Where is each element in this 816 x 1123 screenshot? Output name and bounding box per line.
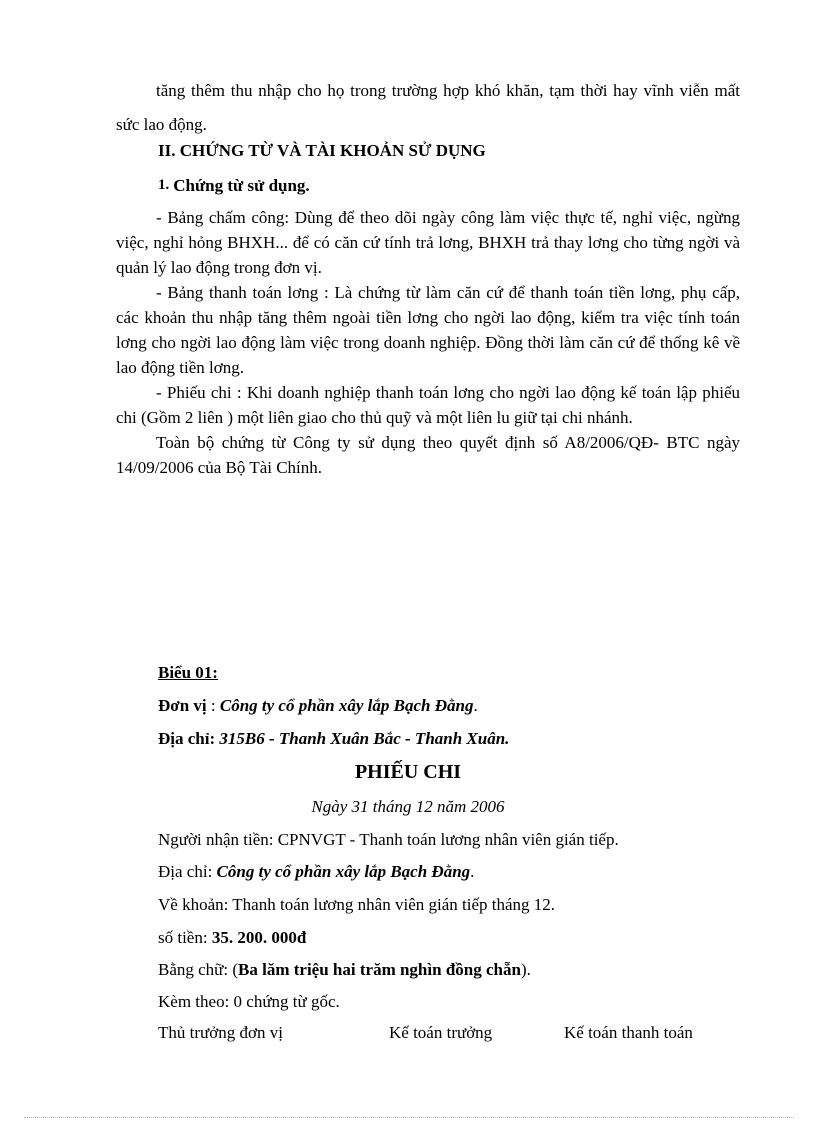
- address-line: [158, 729, 509, 749]
- signature-chief-accountant: Kế toán trưởng: [389, 1023, 493, 1042]
- unit-label: Đơn vị: [158, 696, 207, 715]
- form-title: PHIẾU CHI: [354, 761, 462, 783]
- signature-director: Thủ trưởng đơn vị: [158, 1023, 283, 1042]
- amount-line: [158, 928, 306, 948]
- intro-paragraph: tăng thêm thu nhập cho họ trong trường hợp khó khăn, tạm thời hay vĩnh viễn mất sức lao động.: [116, 81, 740, 134]
- paragraph-bang-thanh-toan-luong: - Bảng thanh toán lơng : Là chứng từ làm căn cứ để thanh toán tiền lơng, phụ cấp, các khoản thu nhập tăng thêm ngoài tiền lơng cho ngời lao động, kiểm tra việc tính toán lơng cho ngời lao động làm việc trong doanh nghiệp. Đồng thời làm căn cứ để thống kê về lao động tiền lơng.: [116, 283, 740, 377]
- amount-words-end: ).: [520, 960, 531, 979]
- purpose-line: [158, 895, 555, 915]
- unit-separator: :: [206, 696, 220, 715]
- receiver-address-label: Địa chỉ:: [158, 862, 213, 881]
- section-heading: II. CHỨNG TỪ VÀ TÀI KHOẢN SỬ DỤNG: [158, 141, 486, 160]
- form-number: Biểu 01:: [158, 663, 218, 682]
- receiver-line: [158, 830, 619, 850]
- receiver-address-line: Địa chỉ: Công ty cổ phần xây lắp Bạch Đằng.: [158, 862, 475, 881]
- address-label: Địa chỉ:: [158, 729, 216, 748]
- amount-words-value: Ba lăm triệu hai trăm nghìn đồng chẵn: [238, 960, 521, 979]
- footer-dotted-rule: [24, 1117, 794, 1118]
- sub-heading-number: 1.: [158, 177, 170, 193]
- paragraph-toan-bo-chung-tu: Toàn bộ chứng từ Công ty sử dụng theo quyết định số A8/2006/QĐ- BTC ngày 14/09/2006 của Bộ Tài Chính.: [116, 433, 740, 477]
- body-text: [116, 205, 740, 480]
- intro-block: [116, 74, 740, 142]
- purpose-label: Về khoản:: [158, 895, 229, 914]
- address-value: 315B6 - Thanh Xuân Bắc - Thanh Xuân.: [219, 729, 510, 748]
- receiver-value: CPNVGT - Thanh toán lương nhân viên gián tiếp.: [277, 830, 619, 849]
- sub-heading: [158, 176, 310, 196]
- unit-line: Đơn vị : Công ty cổ phần xây lắp Bạch Đằng.: [158, 696, 478, 715]
- amount-label: số tiền:: [158, 928, 208, 947]
- attachments-line: Kèm theo: 0 chứng từ gốc.: [158, 992, 340, 1011]
- paragraph-phieu-chi: - Phiếu chi : Khi doanh nghiệp thanh toán lơng cho ngời lao động kế toán lập phiếu chi (Gồm 2 liên ) một liên giao cho thủ quỹ và một liên lu giữ tại chi nhánh.: [116, 383, 740, 427]
- receiver-label: Người nhận tiền:: [158, 830, 274, 849]
- sub-heading-text: Chứng từ sử dụng.: [173, 176, 310, 195]
- paragraph-bang-cham-cong: - Bảng chấm công: Dùng để theo dõi ngày công làm việc thực tế, nghỉ việc, ngừng việc, nghỉ hỏng BHXH... để có căn cứ tính trả lơng, BHXH trả thay lơng cho từng ngời và quản lý lao động trong đơn vị.: [116, 208, 740, 277]
- signature-payment-accountant: Kế toán thanh toán: [564, 1023, 693, 1042]
- amount-value: 35. 200. 000đ: [211, 928, 307, 947]
- amount-words-label: Bằng chữ: (: [158, 960, 239, 979]
- form-date: Ngày 31 tháng 12 năm 2006: [311, 797, 505, 816]
- amount-words-line: [158, 960, 531, 980]
- receiver-address-value: Công ty cổ phần xây lắp Bạch Đằng: [216, 862, 471, 881]
- purpose-value: Thanh toán lương nhân viên gián tiếp tháng 12.: [232, 895, 556, 914]
- unit-value: Công ty cổ phần xây lắp Bạch Đằng: [219, 696, 474, 715]
